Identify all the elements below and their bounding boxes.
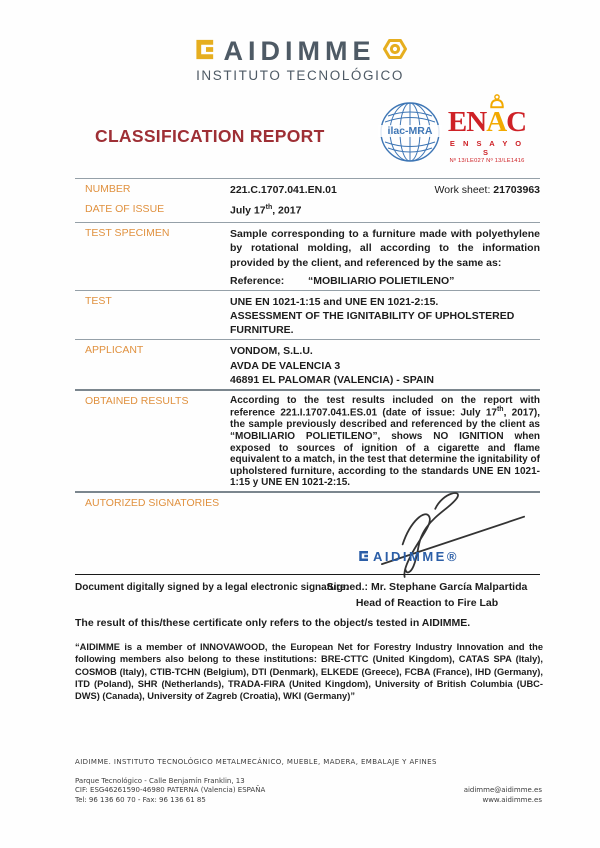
number-label: NUMBER	[85, 183, 131, 195]
results-text-post: , 2017), the sample previously described and referenced by the client as “MOBILIARIO POLIETILENO”, shows NO IGNITION when exposed to sources of ignition of a cigarette and flame equivalent to a match, in the test that determine the ignitability of upholstered furniture, according to the standards UNE EN 1021-1:15 y UNE EN 1021-2:15.	[230, 407, 540, 489]
results-value	[230, 391, 540, 491]
field-row-number	[75, 178, 540, 199]
enac-subtitle: E N S A Y O S	[449, 138, 525, 157]
footer-website: www.aidimme.es	[482, 795, 542, 804]
field-row-date	[75, 199, 540, 222]
enac-letter-c: C	[506, 106, 527, 138]
test-label: TEST	[85, 294, 112, 307]
signer-role: Head of Reaction to Fire Lab	[355, 597, 499, 610]
footer-web-block	[464, 786, 542, 805]
applicant-street: AVDA DE VALENCIA 3	[230, 359, 341, 372]
worksheet-label: Work sheet:	[434, 184, 491, 196]
footer-address: Parque Tecnológico - Calle Benjamín Franklin, 13	[75, 777, 245, 785]
brand-subtitle: INSTITUTO TECNOLÓGICO	[196, 68, 404, 83]
stamp-text: AIDIMME®	[373, 548, 459, 564]
test-value	[230, 291, 540, 340]
date-day: July 17	[230, 204, 266, 217]
brand-header	[0, 36, 600, 83]
applicant-label: APPLICANT	[85, 344, 144, 357]
test-description: ASSESSMENT OF THE IGNITABILITY OF UPHOLSTERED FURNITURE.	[230, 310, 515, 337]
number-value-line	[230, 179, 540, 199]
field-row-specimen	[75, 222, 540, 290]
footer-columns	[75, 777, 542, 805]
date-ordinal: th	[265, 204, 273, 212]
brand-name: AIDIMME	[223, 36, 376, 66]
applicant-name: VONDOM, S.L.U.	[230, 345, 313, 358]
worksheet-value: 21703963	[493, 184, 540, 196]
membership-note: “AIDIMME is a member of INNOVAWOOD, the European Net for Forestry Industry Innovation and the following members also belong to these institutions: BRE-CTTC (United Kingdom), CATAS SPA (Italy), COSMOB (Italy), CTIB-TCHN (Belgium), DTI (Denmark), ELKEDE (Greece), FCBA (France), IHD (Germany), ITD (Poland), SHR (Netherlands), TRADA-FIRA (United Kingdom), University of British Columbia (UBC-DWS) (Canada), University of Zagreb (Croatia), WKI (Germany)”	[75, 642, 543, 702]
specimen-description: Sample corresponding to a furniture made with polyethylene by rotational molding, all according to the information provided by the client, and referenced by the same as:	[230, 228, 540, 269]
brand-line	[0, 36, 600, 67]
enac-letter-a: A	[486, 106, 507, 138]
results-text-pre: According to the test results included on the report with reference 221.I.1707.041.ES.01 (date of issue: July 17	[230, 394, 540, 419]
applicant-city: 46891 EL PALOMAR (VALENCIA) - SPAIN	[230, 373, 435, 386]
result-scope-note: The result of this/these certificate only refers to the object/s tested in AIDIMME.	[75, 617, 471, 629]
reference-label: Reference:	[230, 274, 285, 287]
signatories-label: AUTORIZED SIGNATORIES	[85, 496, 220, 509]
field-row-results	[75, 389, 540, 491]
specimen-value	[230, 223, 540, 290]
aidimme-stamp-icon	[358, 550, 370, 562]
results-text	[230, 395, 540, 489]
crown-icon	[457, 94, 537, 109]
footer-email: aidimme@aidimme.es	[463, 786, 542, 795]
specimen-label: TEST SPECIMEN	[85, 227, 170, 240]
aidimme-stamp	[358, 549, 459, 564]
signed-by: Signed.: Mr. Stephane García Malpartida	[326, 580, 528, 593]
field-row-test	[75, 290, 540, 340]
results-ordinal: th	[496, 406, 504, 414]
date-label: DATE OF ISSUE	[85, 203, 165, 216]
footer-contact-block	[75, 777, 265, 805]
footer-cif: CIF: ESG46261590-46980 PATERNA (Valencia) ESPAÑA	[75, 786, 266, 795]
footer-phone: Tel: 96 136 60 70 - Fax: 96 136 61 85	[75, 795, 206, 804]
enac-wordmark	[447, 106, 527, 138]
accreditation-logos	[378, 94, 527, 164]
signature-separator-line	[75, 574, 540, 575]
reference-value: “MOBILIARIO POLIETILENO”	[308, 274, 455, 287]
hex-nut-icon	[383, 37, 407, 66]
results-label: OBTAINED RESULTS	[85, 394, 189, 407]
footer-organization: AIDIMME. INSTITUTO TECNOLÓGICO METALMECÁNICO, MUEBLE, MADERA, EMBALAJE Y AFINES	[75, 758, 437, 766]
handwritten-signature	[374, 487, 532, 581]
test-standards: UNE EN 1021-1:15 and UNE EN 1021-2:15.	[230, 295, 439, 308]
enac-letters-en: EN	[447, 106, 487, 138]
report-number: 221.C.1707.041.EN.01	[230, 184, 337, 196]
enac-logo	[447, 94, 527, 164]
report-fields-table	[75, 178, 540, 611]
date-year: , 2017	[272, 204, 302, 217]
digital-signature-note: Document digitally signed by a legal electronic signature.	[75, 582, 349, 593]
ilac-label: ilac-MRA	[378, 125, 442, 137]
page-title: CLASSIFICATION REPORT	[95, 126, 325, 146]
aidimme-mark-icon	[194, 38, 217, 66]
field-row-applicant	[75, 339, 540, 389]
worksheet	[435, 183, 540, 197]
enac-accreditation-numbers: Nº 13/LE027 Nº 13/LE1416	[449, 157, 525, 164]
applicant-value	[230, 340, 540, 389]
signature-area	[230, 493, 540, 611]
date-value	[230, 199, 540, 222]
specimen-reference	[230, 274, 540, 288]
ilac-globe-icon	[378, 100, 442, 164]
page-footer	[75, 758, 542, 805]
